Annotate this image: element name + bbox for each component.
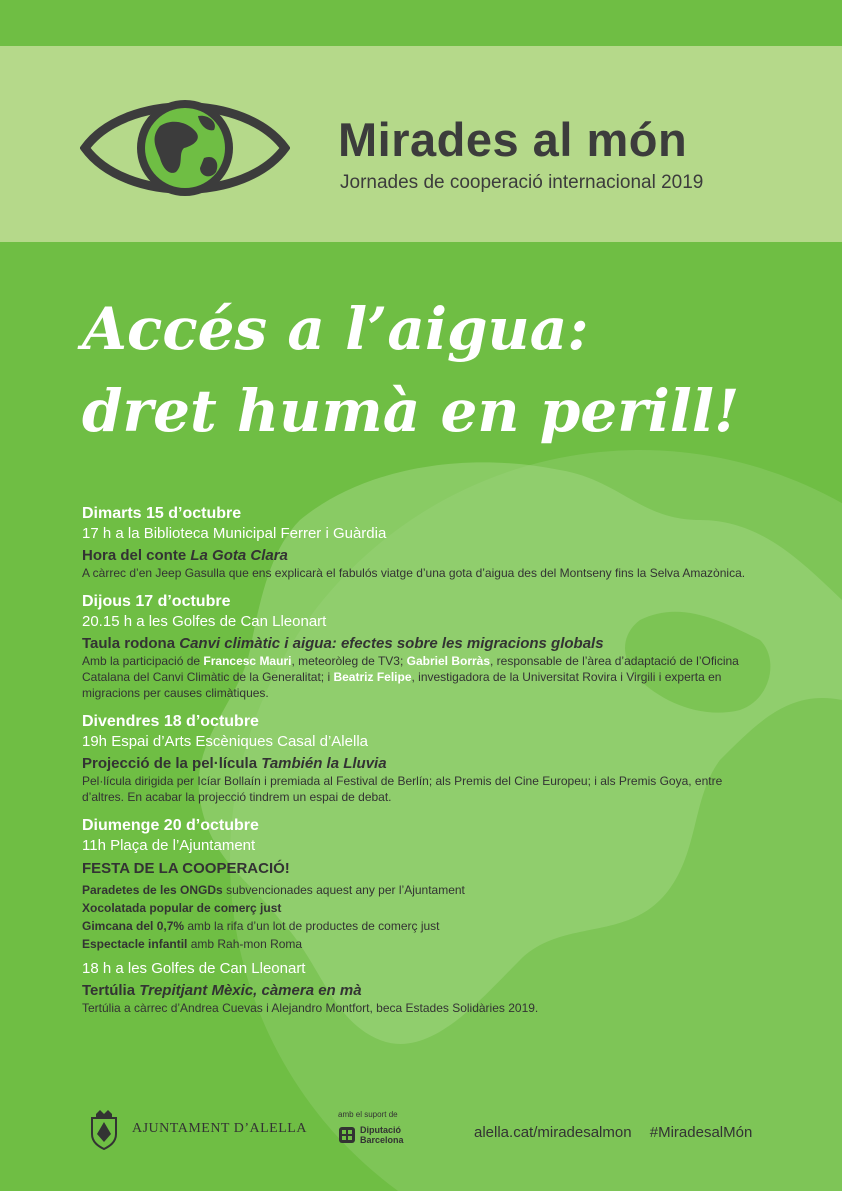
diputacio-name: Diputació Barcelona bbox=[360, 1125, 404, 1145]
event-venue: 20.15 h a les Golfes de Can Lleonart bbox=[82, 613, 327, 630]
event-venue: 18 h a les Golfes de Can Lleonart bbox=[82, 960, 306, 977]
event-day-3 bbox=[82, 712, 762, 805]
brand-title: Mirades al món bbox=[338, 113, 688, 166]
list-item: Gimcana del 0,7% amb la rifa d’un lot de productes de comerç just bbox=[82, 919, 440, 933]
diputacio-logo bbox=[338, 1125, 404, 1145]
event-venue: 17 h a la Biblioteca Municipal Ferrer i Guàrdia bbox=[82, 525, 387, 542]
diputacio-icon bbox=[338, 1126, 356, 1144]
day-title: Diumenge 20 d’octubre bbox=[82, 817, 259, 834]
ajuntament-name: AJUNTAMENT D’ALELLA bbox=[132, 1121, 307, 1136]
headline-line-1: Accés a l’aigua: bbox=[82, 295, 589, 363]
support-caption: amb el suport de bbox=[338, 1110, 398, 1119]
event-title: Taula rodona Canvi climàtic i aigua: efectes sobre les migracions globals bbox=[82, 635, 604, 652]
headline-line-2: dret humà en perill! bbox=[82, 377, 740, 445]
festa-title: FESTA DE LA COOPERACIÓ! bbox=[82, 860, 290, 877]
headline bbox=[82, 288, 802, 452]
day-title: Divendres 18 d’octubre bbox=[82, 713, 259, 730]
list-item: Espectacle infantil amb Rah-mon Roma bbox=[82, 937, 303, 951]
event-day-2 bbox=[82, 592, 762, 701]
event-description: Amb la participació de Francesc Mauri, meteoròleg de TV3; Gabriel Borràs, responsable de l’àrea d’adaptació de l’Oficina Catalana del Canvi Climàtic de la Generalitat; i Beatriz Felipe, investigadora de la Universitat Rovira i Virgili i experta en migracions per causes climàtiques. bbox=[82, 654, 739, 700]
speaker-name: Gabriel Borràs bbox=[406, 654, 491, 668]
ajuntament-logo bbox=[86, 1108, 307, 1150]
brand-subtitle: Jornades de cooperació internacional 2019 bbox=[340, 172, 704, 193]
event-venue: 19h Espai d’Arts Escèniques Casal d’Alella bbox=[82, 733, 368, 750]
website-link[interactable]: alella.cat/miradesalmon bbox=[474, 1124, 632, 1141]
list-item: Paradetes de les ONGDs subvencionades aquest any per l’Ajuntament bbox=[82, 883, 465, 897]
event-title: Hora del conte La Gota Clara bbox=[82, 547, 288, 564]
hashtag: #MiradesalMón bbox=[649, 1124, 753, 1141]
eye-globe-icon bbox=[80, 88, 290, 208]
event-title: Projecció de la pel·lícula También la Lluvia bbox=[82, 755, 387, 772]
event-day-1 bbox=[82, 504, 762, 581]
day-title: Dimarts 15 d’octubre bbox=[82, 505, 242, 522]
event-day-4 bbox=[82, 816, 762, 1016]
list-item: Xocolatada popular de comerç just bbox=[82, 901, 282, 915]
event-description: Pel·lícula dirigida per Icíar Bollaín i premiada al Festival de Berlín; als Premis del Cine Europeu; i als Premis Goya, entre d’altres. En acabar la projecció tindrem un espai de debat. bbox=[82, 774, 723, 804]
speaker-name: Francesc Mauri bbox=[203, 654, 292, 668]
event-description: Tertúlia a càrrec d’Andrea Cuevas i Alejandro Montfort, beca Estades Solidàries 2019. bbox=[82, 1001, 539, 1015]
speaker-name: Beatriz Felipe bbox=[333, 670, 412, 684]
day-title: Dijous 17 d’octubre bbox=[82, 593, 231, 610]
coat-of-arms-icon bbox=[86, 1108, 122, 1150]
program-schedule bbox=[82, 504, 762, 1027]
support-logo bbox=[338, 1110, 404, 1145]
event-venue: 11h Plaça de l’Ajuntament bbox=[82, 837, 256, 854]
footer-links bbox=[474, 1124, 752, 1141]
event-description: A càrrec d’en Jeep Gasulla que ens explicarà el fabulós viatge d’una gota d’aigua des del Montseny fins la Selva Amazònica. bbox=[82, 566, 746, 580]
event-title: Tertúlia Trepitjant Mèxic, càmera en mà bbox=[82, 982, 362, 999]
